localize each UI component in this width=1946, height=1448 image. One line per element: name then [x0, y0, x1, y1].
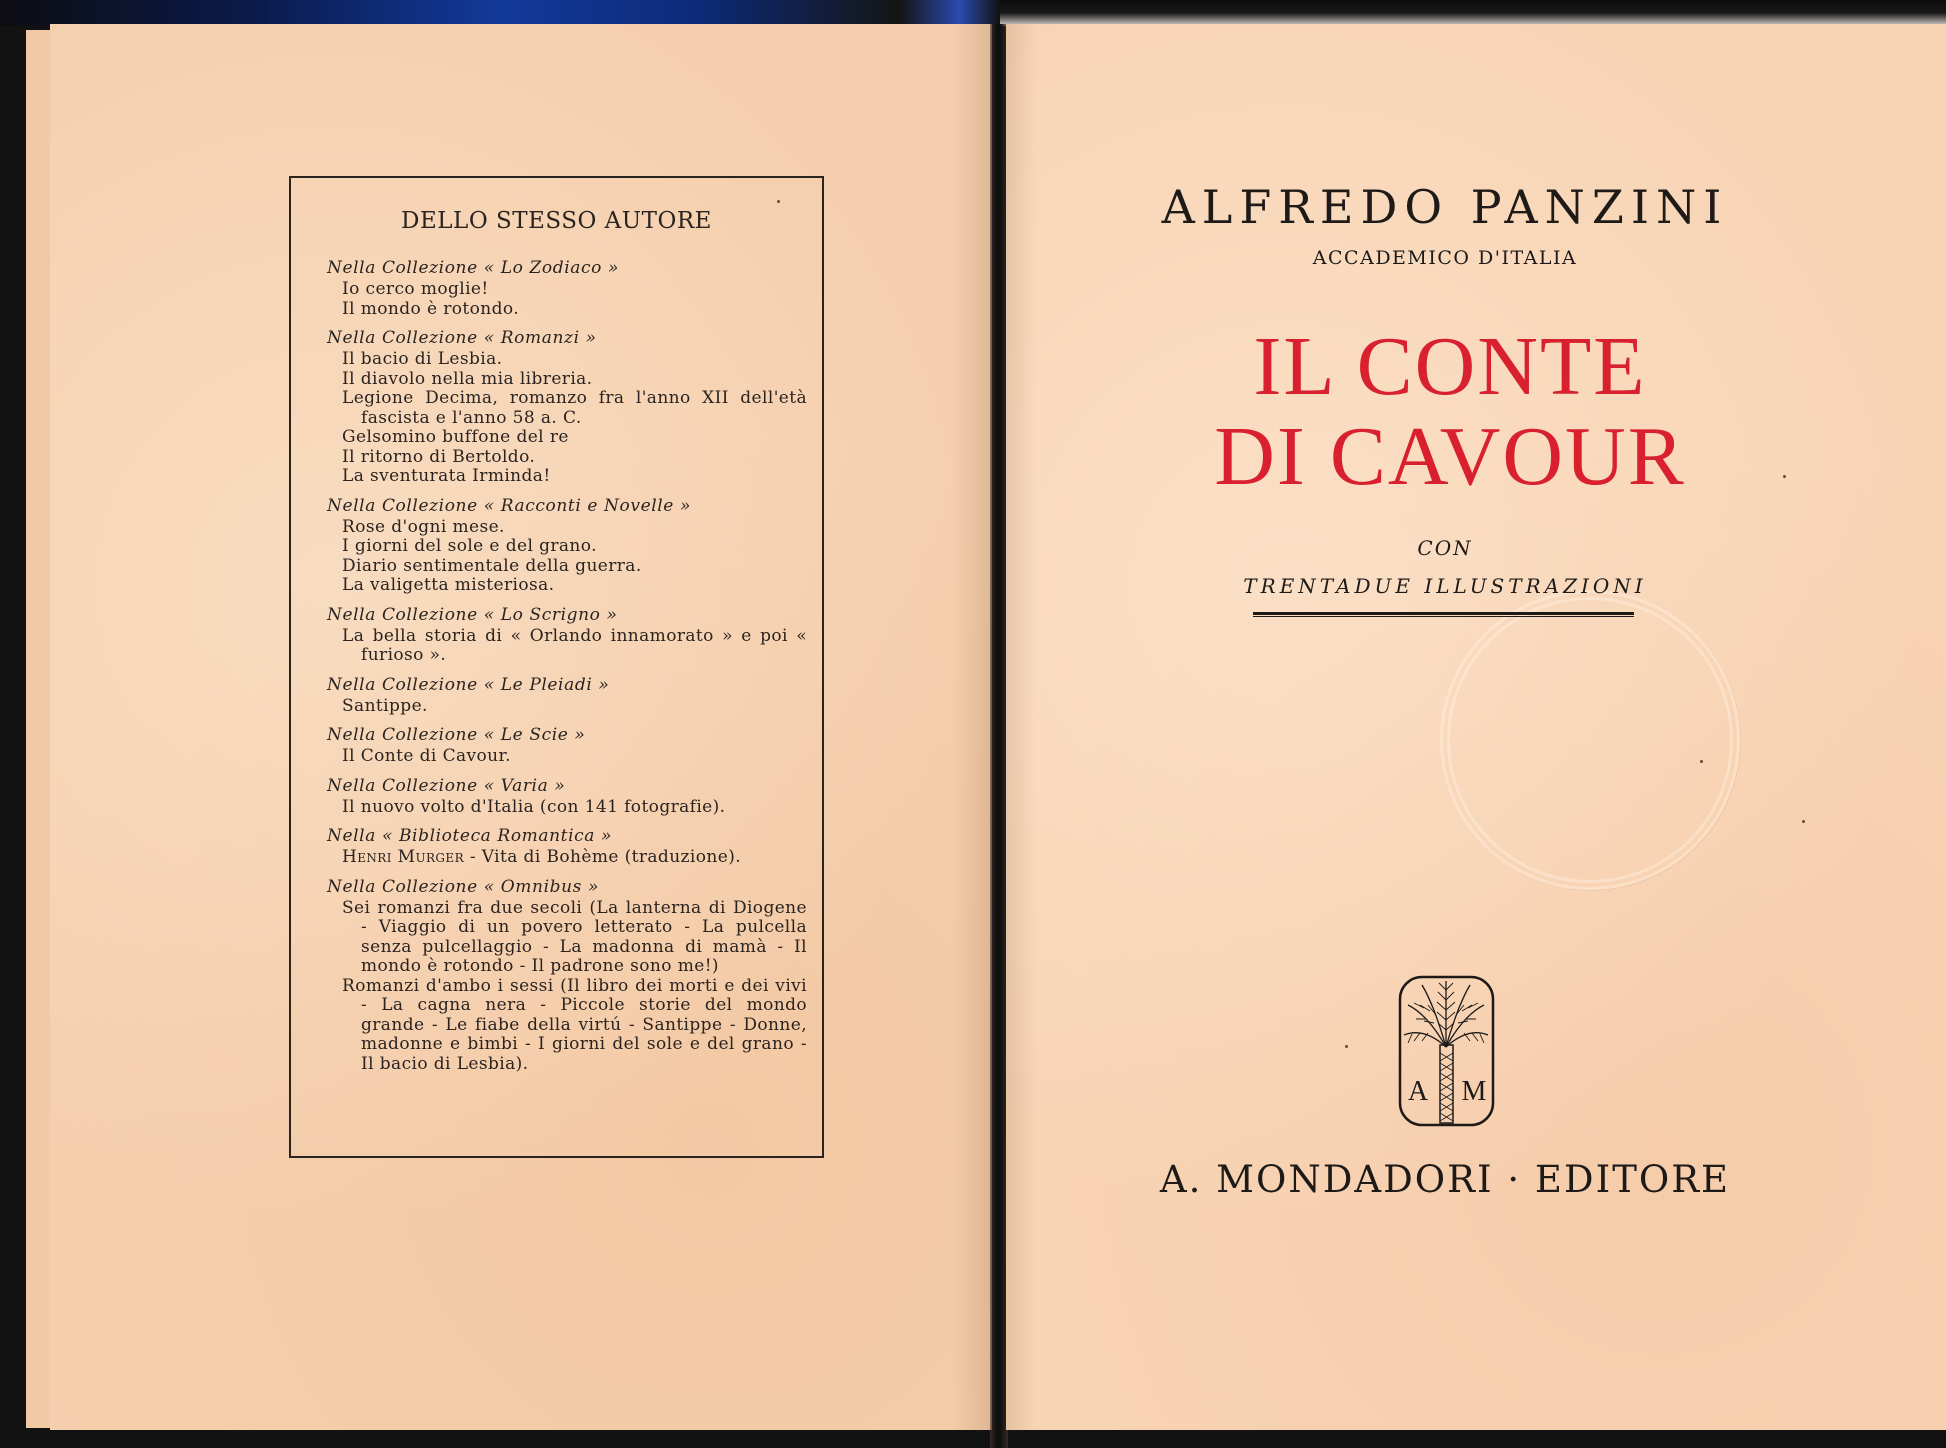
collection-racconti-e-novelle — [327, 496, 807, 596]
work-title: Il diavolo nella mia libreria. — [342, 368, 593, 389]
bibliography-box — [289, 176, 824, 1158]
paper-speck — [1345, 1045, 1348, 1048]
paper-speck — [777, 200, 780, 203]
book-title-line-2: DI CAVOUR — [1214, 410, 1686, 503]
collection-varia — [327, 776, 807, 818]
collection-title: Nella « Biblioteca Romantica » — [327, 826, 612, 846]
paper-speck — [1802, 820, 1805, 823]
collection-title: Nella Collezione « Le Pleiadi » — [327, 674, 610, 695]
collection-le-pleiadi — [327, 675, 807, 717]
work-title: Sei romanzi fra due secoli (La lanterna di Diogene - Viaggio di un povero letterato - La pulcella senza pulcellaggio - La madonna di mamà - Il mondo è rotondo - Il padrone sono me!) — [342, 897, 807, 976]
collections-list — [327, 258, 807, 1083]
collection-title: Nella Collezione « Romanzi » — [327, 328, 597, 348]
work-title: Il nuovo volto d'Italia (con 141 fotografie). — [342, 796, 726, 817]
book-title-line-1: IL CONTE — [1253, 320, 1647, 413]
work-title: I giorni del sole e del grano. — [342, 536, 597, 556]
subtitle-con: CON — [1417, 536, 1473, 560]
collection-title: Nella Collezione « Racconti e Novelle » — [327, 495, 691, 516]
collection-omnibus — [327, 877, 807, 1075]
collection-lo-zodiaco — [327, 258, 807, 319]
paper-speck — [1783, 475, 1786, 478]
double-rule-divider — [1253, 612, 1634, 617]
collection-title: Nella Collezione « Lo Scrigno » — [327, 604, 618, 625]
translated-work: - Vita di Bohème (traduzione). — [464, 847, 742, 867]
collection-title: Nella Collezione « Le Scie » — [327, 725, 586, 745]
work-title: Rose d'ogni mese. — [342, 516, 505, 537]
work-title: La bella storia di « Orlando innamorato » e poi « furioso ». — [342, 625, 807, 665]
collection-title: Nella Collezione « Omnibus » — [327, 876, 599, 897]
work-title: Il Conte di Cavour. — [342, 746, 511, 766]
subtitle-illustrations: TRENTADUE ILLUSTRAZIONI — [1243, 574, 1647, 598]
work-title: Diario sentimentale della guerra. — [342, 555, 642, 576]
svg-text:A: A — [1407, 1076, 1429, 1107]
work-title: La valigetta misteriosa. — [342, 575, 555, 595]
work-title: Gelsomino buffone del re — [342, 427, 569, 447]
book-cover-edge-left — [0, 0, 1000, 26]
work-title — [327, 848, 807, 868]
work-title: Il ritorno di Bertoldo. — [342, 446, 536, 467]
paper-speck — [1700, 760, 1703, 763]
work-title: Santippe. — [342, 695, 428, 716]
work-title: Legione Decima, romanzo fra l'anno XII dell'età fascista e l'anno 58 a. C. — [342, 388, 807, 428]
svg-text:M: M — [1461, 1076, 1487, 1107]
mondadori-palm-logo-icon — [1398, 975, 1495, 1127]
collection-lo-scrigno — [327, 605, 807, 666]
book-cover-edge-right — [1000, 0, 1946, 26]
work-title: La sventurata Irminda! — [342, 466, 551, 486]
collection-title: Nella Collezione « Varia » — [327, 775, 566, 796]
translated-author: Henri Murger — [342, 847, 465, 867]
work-title: Romanzi d'ambo i sessi (Il libro dei morti e dei vivi - La cagna nera - Piccole storie del mondo grande - Le fiabe della virtú - Santippe - Donne, madonne e bimbi - I giorni del sole e del grano - Il bacio di Lesbia). — [342, 975, 807, 1074]
work-title: Io cerco moglie! — [342, 279, 489, 299]
collection-le-scie — [327, 725, 807, 767]
author-title: ACCADEMICO D'ITALIA — [1312, 247, 1578, 269]
work-title: Il bacio di Lesbia. — [342, 349, 503, 369]
publisher-imprint: A. MONDADORI · EDITORE — [1159, 1158, 1731, 1201]
collection-title: Nella Collezione « Lo Zodiaco » — [327, 258, 619, 278]
embossed-stamp — [1440, 590, 1740, 890]
collection-romanzi — [327, 328, 807, 487]
collection-biblioteca-romantica — [327, 826, 807, 868]
author-name: ALFREDO PANZINI — [1161, 180, 1729, 234]
work-title: Il mondo è rotondo. — [342, 298, 520, 319]
bibliography-heading: DELLO STESSO AUTORE — [401, 208, 712, 234]
